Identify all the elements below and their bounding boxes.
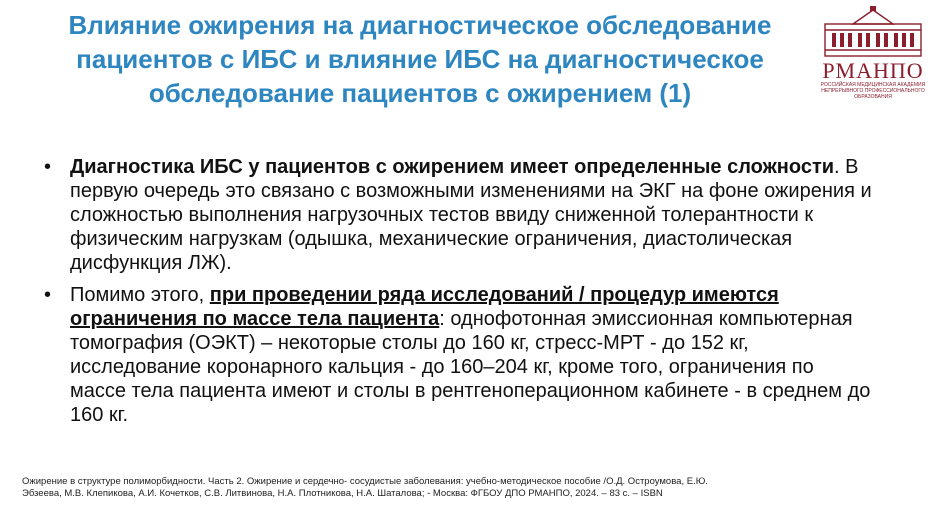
bullet-marker: •	[44, 156, 52, 178]
bullet-list	[44, 155, 874, 435]
title-line-1: Влияние ожирения на диагностическое обследование	[68, 10, 772, 40]
page-title	[30, 8, 810, 110]
logo-subtitle	[814, 82, 932, 100]
logo-name: РМАНПО	[822, 58, 924, 83]
bullet-marker: •	[44, 284, 52, 306]
bullet-2-emphasis: при проведении ряда исследований / процедур имеются ограничения по массе тела пациента	[70, 284, 779, 330]
rmanpo-logo	[814, 6, 932, 102]
citation-line-1: Ожирение в структуре полиморбидности. Часть 2. Ожирение и сердечно- сосудистые заболевания: учебно-методическое пособие /О.Д. Остроумова, Е.Ю.	[22, 476, 708, 487]
bullet-1-bold: Диагностика ИБС у пациентов с ожирением имеет определенные сложности	[70, 156, 835, 178]
logo-subtitle-line-1: РОССИЙСКАЯ МЕДИЦИНСКАЯ АКАДЕМИЯ	[820, 82, 926, 88]
citation-line-2: Эбзеева, М.В. Клепикова, А.И. Кочетков, С.В. Литвинова, Н.А. Плотникова, Н.А. Шаталова; - Москва: ФГБОУ ДПО РМАНПО, 2024. – 83 с. – ISBN	[22, 488, 663, 499]
bullet-item	[44, 283, 874, 427]
academy-building-icon	[823, 6, 923, 58]
title-line-2: пациентов с ИБС и влияние ИБС на диагностическое	[76, 44, 764, 74]
title-line-3: обследование пациентов с ожирением (1)	[148, 78, 692, 108]
bullet-2-text-after: : однофотонная эмиссионная компьютерная томография (ОЭКТ) – некоторые столы до 160 кг, стресс-МРТ - до 152 кг, исследование коронарного кальция - до 160–204 кг, кроме того, ограничения по массе тела пациента имеют и столы в рентгеноперационном кабинете - в среднем до 160 кг.	[70, 308, 871, 426]
logo-subtitle-line-2: НЕПРЕРЫВНОГО ПРОФЕССИОНАЛЬНОГО ОБРАЗОВАНИЯ	[821, 88, 925, 100]
bullet-1-text: . В первую очередь это связано с возможными изменениями на ЭКГ на фоне ожирения и сложностью выполнения нагрузочных тестов ввиду сниженной толерантности к физическим нагрузкам (одышка, механические ограничения, диастолическая дисфункция ЛЖ).	[70, 156, 872, 274]
bullet-item	[44, 155, 874, 275]
bullet-2-text-before: Помимо этого,	[70, 284, 210, 306]
source-citation	[22, 476, 922, 500]
